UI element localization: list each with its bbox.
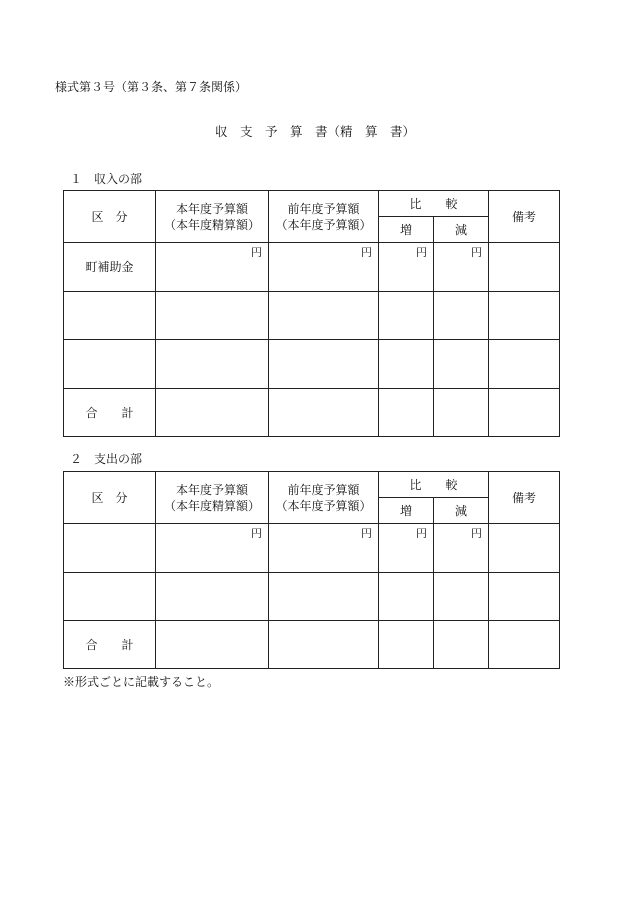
remarks-cell xyxy=(489,621,560,669)
table-cell xyxy=(269,340,379,389)
comparison-header: 比 較 xyxy=(379,191,489,217)
table-cell xyxy=(434,340,489,389)
income-section-heading: １ 収入の部 xyxy=(70,172,143,186)
yen-unit: 円 xyxy=(379,524,434,573)
remarks-header: 備考 xyxy=(489,472,560,524)
document-title: 収 支 予 算 書（精 算 書） xyxy=(214,124,415,139)
income-table xyxy=(63,190,560,437)
income-row-2-category xyxy=(64,292,156,340)
table-cell xyxy=(269,292,379,340)
footnote: ※形式ごとに記載すること。 xyxy=(63,675,220,689)
table-cell xyxy=(379,621,434,669)
comparison-header: 比 較 xyxy=(379,472,489,498)
income-row-3-category xyxy=(64,340,156,389)
total-row xyxy=(64,389,560,437)
expenditure-row-1-category xyxy=(64,524,156,573)
table-cell xyxy=(379,573,434,621)
current-budget-header xyxy=(156,191,269,243)
remarks-cell xyxy=(489,292,560,340)
table-row xyxy=(64,524,560,573)
table-row xyxy=(64,573,560,621)
total-row xyxy=(64,621,560,669)
decrease-header: 減 xyxy=(434,217,489,243)
yen-unit: 円 xyxy=(269,524,379,573)
yen-unit: 円 xyxy=(434,524,489,573)
table-cell xyxy=(434,292,489,340)
current-budget-header-line1: 本年度予算額 xyxy=(175,482,248,497)
expenditure-row-2-category xyxy=(64,573,156,621)
table-cell xyxy=(269,389,379,437)
previous-budget-header-line1: 前年度予算額 xyxy=(287,482,360,497)
previous-budget-header xyxy=(269,472,379,524)
increase-header: 増 xyxy=(379,217,434,243)
form-number: 様式第３号（第３条、第７条関係） xyxy=(55,80,248,94)
expenditure-total-label: 合 計 xyxy=(64,621,156,669)
table-cell xyxy=(379,292,434,340)
category-header: 区 分 xyxy=(64,191,156,243)
previous-budget-header-line2: （本年度予算額） xyxy=(275,217,372,232)
table-cell xyxy=(434,389,489,437)
expenditure-table xyxy=(63,471,560,669)
table-cell xyxy=(434,573,489,621)
category-header: 区 分 xyxy=(64,472,156,524)
table-row xyxy=(64,243,560,292)
previous-budget-header-line2: （本年度予算額） xyxy=(275,498,372,513)
table-cell xyxy=(156,573,269,621)
previous-budget-header-line1: 前年度予算額 xyxy=(287,201,360,216)
table-cell xyxy=(434,621,489,669)
income-row-1-category: 町補助金 xyxy=(64,243,156,292)
remarks-cell xyxy=(489,340,560,389)
current-budget-header-line2: （本年度精算額） xyxy=(163,498,260,513)
increase-header: 増 xyxy=(379,498,434,524)
table-row xyxy=(64,292,560,340)
remarks-cell xyxy=(489,524,560,573)
table-row xyxy=(64,340,560,389)
remarks-cell xyxy=(489,573,560,621)
remarks-cell xyxy=(489,243,560,292)
current-budget-header-line2: （本年度精算額） xyxy=(163,217,260,232)
yen-unit: 円 xyxy=(156,243,269,292)
current-budget-header xyxy=(156,472,269,524)
previous-budget-header xyxy=(269,191,379,243)
remarks-header: 備考 xyxy=(489,191,560,243)
table-header-row xyxy=(64,191,560,217)
table-cell xyxy=(156,621,269,669)
table-cell xyxy=(269,621,379,669)
table-header-row xyxy=(64,472,560,498)
table-cell xyxy=(156,340,269,389)
yen-unit: 円 xyxy=(434,243,489,292)
decrease-header: 減 xyxy=(434,498,489,524)
expenditure-section-heading: ２ 支出の部 xyxy=(70,452,143,466)
yen-unit: 円 xyxy=(269,243,379,292)
table-cell xyxy=(379,389,434,437)
table-cell xyxy=(379,340,434,389)
yen-unit: 円 xyxy=(156,524,269,573)
current-budget-header-line1: 本年度予算額 xyxy=(175,201,248,216)
yen-unit: 円 xyxy=(379,243,434,292)
income-total-label: 合 計 xyxy=(64,389,156,437)
table-cell xyxy=(156,292,269,340)
remarks-cell xyxy=(489,389,560,437)
table-cell xyxy=(269,573,379,621)
table-cell xyxy=(156,389,269,437)
